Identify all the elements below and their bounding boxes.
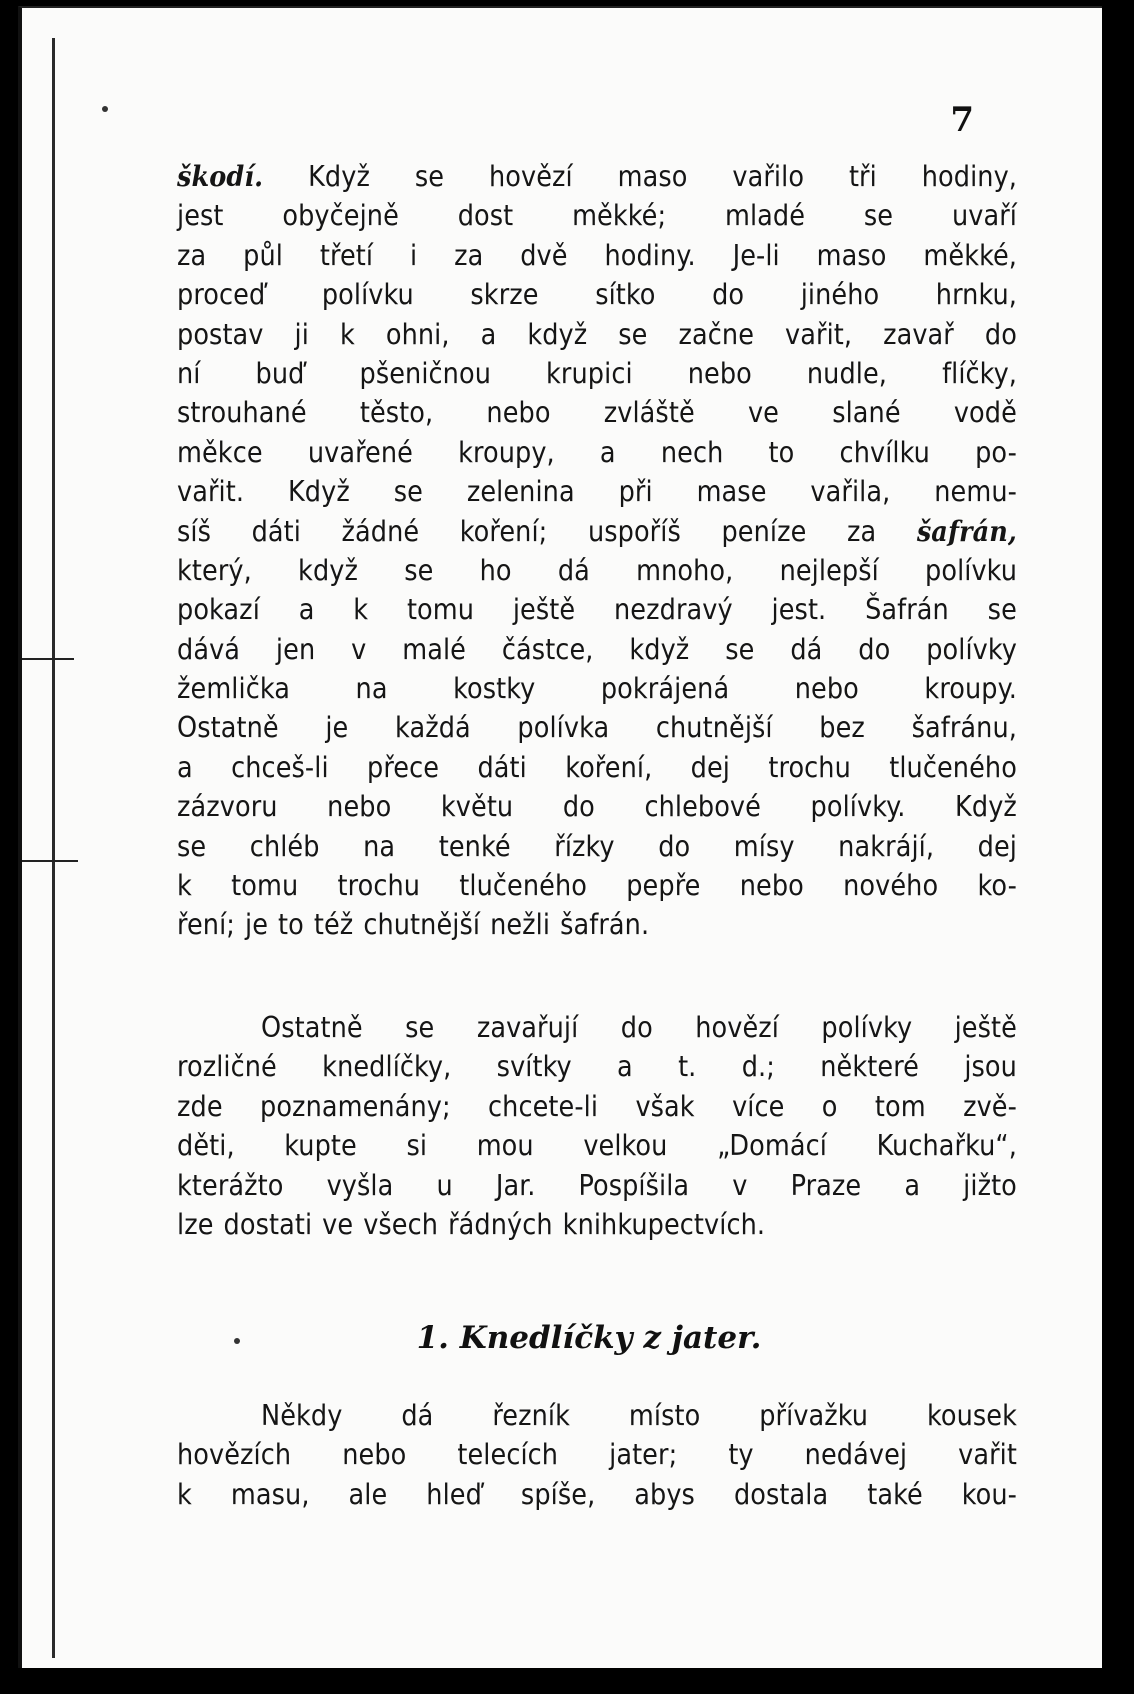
word: nudle, — [806, 356, 888, 390]
word: polívky — [926, 632, 1017, 666]
word: k — [353, 593, 369, 627]
text-line — [177, 1166, 1017, 1205]
word: všech — [363, 1207, 439, 1241]
text-line — [177, 433, 1017, 472]
word: dej — [977, 829, 1017, 863]
word: polívka — [517, 711, 610, 745]
paragraph-soup — [177, 157, 1017, 945]
text-line — [177, 315, 1017, 354]
word: dává — [177, 632, 241, 666]
word: postav — [177, 317, 264, 351]
text-line — [177, 236, 1017, 275]
word: nejlepší — [779, 553, 879, 587]
text-line — [177, 827, 1017, 866]
word: dá — [557, 553, 590, 587]
word: dáti — [251, 514, 301, 548]
word: rozličné — [177, 1050, 277, 1084]
word: t. — [678, 1050, 697, 1084]
word: kroupy, — [458, 435, 555, 469]
word: nezdravý — [614, 593, 733, 627]
word: obyčejně — [282, 199, 399, 233]
word: chvílku — [839, 435, 930, 469]
word: polívku — [321, 278, 414, 312]
word: o — [821, 1089, 838, 1123]
word: se — [414, 160, 445, 193]
word: však — [635, 1089, 695, 1123]
word: poznamenány; — [260, 1089, 451, 1123]
word: hodiny, — [921, 160, 1017, 193]
word: při — [618, 475, 653, 509]
word: zde — [177, 1089, 223, 1123]
word: d.; — [741, 1050, 775, 1084]
word: řádných — [448, 1207, 553, 1241]
page-number: 7 — [950, 100, 974, 140]
word: k — [177, 869, 192, 903]
word: dostala — [733, 1477, 829, 1511]
text-line — [177, 157, 1017, 196]
word: svítky — [496, 1050, 572, 1084]
word: tlučeného — [459, 869, 587, 903]
word: polívky. — [810, 790, 906, 824]
word: hovězích — [177, 1438, 292, 1472]
word: vařit — [958, 1438, 1017, 1472]
word: dost — [457, 199, 514, 233]
word: telecích — [457, 1438, 559, 1472]
word: v — [732, 1168, 748, 1202]
word: do — [858, 632, 891, 666]
word: malé — [402, 632, 466, 666]
word: nemu- — [934, 475, 1017, 509]
word: tomu — [406, 593, 475, 627]
word: mladé — [725, 199, 806, 233]
text-line — [177, 275, 1017, 314]
word: si — [406, 1129, 428, 1163]
word: v — [351, 632, 367, 666]
word: se — [987, 593, 1017, 627]
word: buď — [255, 356, 305, 390]
word: dej — [690, 750, 730, 784]
word: bez — [819, 711, 865, 745]
word: Kuchařku“, — [876, 1129, 1017, 1163]
word: za — [846, 514, 877, 548]
word: mnoho, — [636, 553, 734, 587]
word: jen — [275, 632, 316, 666]
word: maso — [816, 238, 887, 272]
word: flíčky, — [942, 356, 1017, 390]
word: sítko — [595, 278, 656, 312]
word: žádné — [341, 514, 420, 548]
text-line — [177, 354, 1017, 393]
word: uspoříš — [587, 514, 681, 548]
word: zvláště — [603, 396, 695, 430]
word: koření, — [565, 750, 653, 784]
word: Šafrán — [865, 593, 949, 627]
word: jest — [177, 199, 224, 233]
word: škodí. — [177, 159, 264, 193]
word: slané — [832, 396, 901, 430]
word: třetí — [319, 238, 374, 272]
word: Ostatně — [261, 1011, 363, 1044]
word: polívky — [821, 1011, 913, 1044]
word: do — [984, 317, 1017, 351]
word: Když — [287, 475, 350, 509]
word: koření; — [459, 514, 548, 548]
word: se — [863, 199, 894, 233]
word: dáti — [477, 750, 527, 784]
word: chlebové — [644, 790, 761, 824]
word: šafrán. — [560, 908, 650, 942]
word: ještě — [512, 593, 576, 627]
text-line — [177, 1008, 1017, 1047]
word: ty — [728, 1438, 754, 1472]
word: jest. — [771, 593, 827, 627]
word: dá — [401, 1399, 434, 1432]
word: do — [620, 1011, 653, 1044]
word: půl — [243, 238, 283, 272]
print-speck — [102, 106, 108, 112]
word: po- — [975, 435, 1017, 469]
word: polívku — [925, 553, 1017, 587]
text-line — [177, 748, 1017, 787]
word: ho — [479, 553, 512, 587]
word: květu — [440, 790, 514, 824]
word: do — [712, 278, 745, 312]
word: jižto — [963, 1168, 1017, 1202]
word: nech — [660, 435, 724, 469]
margin-tick — [22, 860, 78, 862]
text-line — [177, 1205, 1017, 1244]
word: peníze — [721, 514, 807, 548]
word: to — [278, 908, 304, 942]
text-line — [177, 787, 1017, 826]
word: pepře — [626, 869, 701, 903]
word: a — [599, 435, 616, 469]
word: je — [245, 908, 269, 942]
word: vyšla — [326, 1168, 394, 1202]
word: k — [339, 317, 355, 351]
word: nebo — [687, 356, 752, 390]
word: se — [725, 632, 755, 666]
word: chcete-li — [488, 1089, 599, 1123]
word: lze — [177, 1207, 214, 1241]
word: chléb — [249, 829, 320, 863]
text-line — [177, 196, 1017, 235]
text-line — [177, 630, 1017, 669]
word: u — [436, 1168, 453, 1202]
word: zázvoru — [177, 790, 278, 824]
text-line — [177, 1435, 1017, 1474]
word: Když — [308, 160, 370, 193]
word: ve — [747, 396, 779, 430]
word: vařila, — [810, 475, 891, 509]
text-line — [177, 590, 1017, 629]
text-line — [177, 1047, 1017, 1086]
text-line — [177, 1087, 1017, 1126]
word: hovězí — [488, 160, 573, 193]
word: měkké; — [572, 199, 667, 233]
word: zelenina — [466, 475, 575, 509]
word: zavařují — [476, 1011, 579, 1044]
word: nedávej — [804, 1438, 908, 1472]
word: do — [658, 829, 691, 863]
word: chutnější — [655, 711, 773, 745]
word: tenké — [438, 829, 511, 863]
word: a — [616, 1050, 633, 1084]
word: ji — [294, 317, 309, 351]
word: jater; — [609, 1438, 678, 1472]
word: spíše, — [520, 1477, 596, 1511]
margin-tick — [22, 658, 74, 660]
text-line — [177, 708, 1017, 747]
word: to — [768, 435, 795, 469]
word: chutnější — [363, 908, 481, 942]
word: když — [527, 317, 588, 351]
text-line — [177, 669, 1017, 708]
word: šafránu, — [911, 711, 1017, 745]
word: jiného — [800, 278, 880, 312]
word: tom — [874, 1089, 926, 1123]
word: a — [480, 317, 497, 351]
word: a — [904, 1168, 921, 1202]
word: Ostatně — [177, 711, 279, 745]
word: přívažku — [759, 1399, 869, 1432]
word: uvaří — [951, 199, 1017, 233]
word: šafrán, — [916, 513, 1017, 548]
word: je — [325, 711, 349, 745]
word: začne — [678, 317, 755, 351]
word: dostati — [223, 1207, 313, 1241]
word: přece — [367, 750, 440, 784]
word: ještě — [954, 1011, 1017, 1044]
word: když — [298, 553, 358, 587]
word: mou — [476, 1129, 534, 1163]
word: se — [177, 829, 207, 863]
word: nebo — [794, 672, 859, 706]
word: Když — [955, 790, 1017, 824]
word: Někdy — [261, 1399, 343, 1432]
text-line — [177, 866, 1017, 905]
word: hodiny. — [604, 238, 696, 272]
word: nežli — [490, 908, 551, 942]
word: více — [732, 1089, 785, 1123]
word: hleď — [426, 1477, 482, 1511]
word: trochu — [768, 750, 851, 784]
word: knihkupectvích. — [562, 1207, 766, 1241]
word: ní — [177, 356, 201, 390]
word: Je-li — [732, 238, 780, 272]
word: když — [629, 632, 690, 666]
word: každá — [395, 711, 471, 745]
word: pokrájená — [600, 672, 730, 706]
word: jsou — [964, 1050, 1017, 1084]
word: vařilo — [732, 160, 805, 193]
word: kou- — [961, 1477, 1017, 1511]
paragraph-dumplings-note — [177, 1008, 1017, 1244]
word: maso — [617, 160, 688, 193]
word: řezník — [492, 1399, 570, 1432]
word: měkce — [177, 435, 263, 469]
word: se — [404, 553, 434, 587]
word: strouhané — [177, 396, 307, 430]
word: pšeničnou — [359, 356, 491, 390]
word: a — [177, 750, 193, 784]
word: krupici — [546, 356, 633, 390]
text-line — [177, 905, 1017, 944]
text-line — [177, 393, 1017, 432]
word: tři — [848, 160, 877, 193]
word: za — [177, 238, 207, 272]
word: abys — [634, 1477, 695, 1511]
word: tlučeného — [889, 750, 1017, 784]
text-line — [177, 512, 1017, 551]
word: velkou — [583, 1129, 668, 1163]
word: kousek — [926, 1399, 1017, 1432]
word: se — [618, 317, 648, 351]
word: hovězí — [695, 1011, 779, 1044]
binding-edge — [52, 38, 55, 1658]
word: síš — [177, 514, 212, 548]
word: ohni, — [385, 317, 450, 351]
word: ve — [322, 1207, 354, 1241]
word: také — [867, 1477, 923, 1511]
word: též — [313, 908, 354, 942]
word: zavař — [883, 317, 954, 351]
word: do — [562, 790, 595, 824]
text-line — [177, 1126, 1017, 1165]
word: částce, — [501, 632, 594, 666]
word: ale — [348, 1477, 388, 1511]
word: kostky — [453, 672, 536, 706]
word: nakrájí, — [838, 829, 935, 863]
word: a — [298, 593, 315, 627]
word: zvě- — [963, 1089, 1017, 1123]
word: Pospíšila — [578, 1168, 690, 1202]
word: za — [454, 238, 484, 272]
word: těsto, — [359, 396, 434, 430]
word: proceď — [177, 278, 266, 312]
word: skrze — [470, 278, 539, 312]
word: vařit. — [177, 475, 245, 509]
word: mísy — [733, 829, 795, 863]
word: uvařené — [307, 435, 413, 469]
word: trochu — [337, 869, 421, 903]
word: kupte — [284, 1129, 357, 1163]
word: dvě — [520, 238, 568, 272]
word: který, — [177, 553, 252, 587]
word: se — [393, 475, 423, 509]
word: se — [405, 1011, 435, 1044]
word: nebo — [486, 396, 551, 430]
word: kterážto — [177, 1168, 284, 1202]
word: místo — [628, 1399, 701, 1432]
word: i — [409, 238, 418, 272]
word: dá — [790, 632, 823, 666]
word: nebo — [327, 790, 392, 824]
text-line — [177, 551, 1017, 590]
word: nebo — [342, 1438, 407, 1472]
section-heading: 1. Knedlíčky z jater. — [416, 1320, 762, 1356]
book-page — [18, 6, 1102, 1668]
word: tomu — [231, 869, 299, 903]
word: některé — [820, 1050, 919, 1084]
word: Praze — [790, 1168, 862, 1202]
word: vodě — [953, 396, 1017, 430]
word: k — [177, 1477, 192, 1511]
word: řízky — [554, 829, 615, 863]
word: mase — [696, 475, 767, 509]
word: ko- — [977, 869, 1017, 903]
text-line — [177, 1396, 1017, 1435]
word: masu, — [230, 1477, 310, 1511]
word: ření; — [177, 908, 235, 942]
word: „Domácí — [717, 1129, 827, 1163]
word: na — [363, 829, 396, 863]
word: knedlíčky, — [322, 1050, 452, 1084]
word: pokazí — [177, 593, 260, 627]
word: děti, — [177, 1129, 235, 1163]
word: vařit, — [785, 317, 853, 351]
text-line — [177, 1475, 1017, 1514]
word: nebo — [739, 869, 804, 903]
word: nového — [843, 869, 939, 903]
paragraph-liver-dumplings — [177, 1396, 1017, 1514]
word: žemlička — [177, 672, 290, 706]
word: Jar. — [495, 1168, 536, 1202]
text-line — [177, 472, 1017, 511]
word: chceš-li — [231, 750, 329, 784]
word: měkké, — [923, 238, 1017, 272]
word: hrnku, — [935, 278, 1017, 312]
word: na — [355, 672, 388, 706]
word: kroupy. — [924, 672, 1017, 706]
